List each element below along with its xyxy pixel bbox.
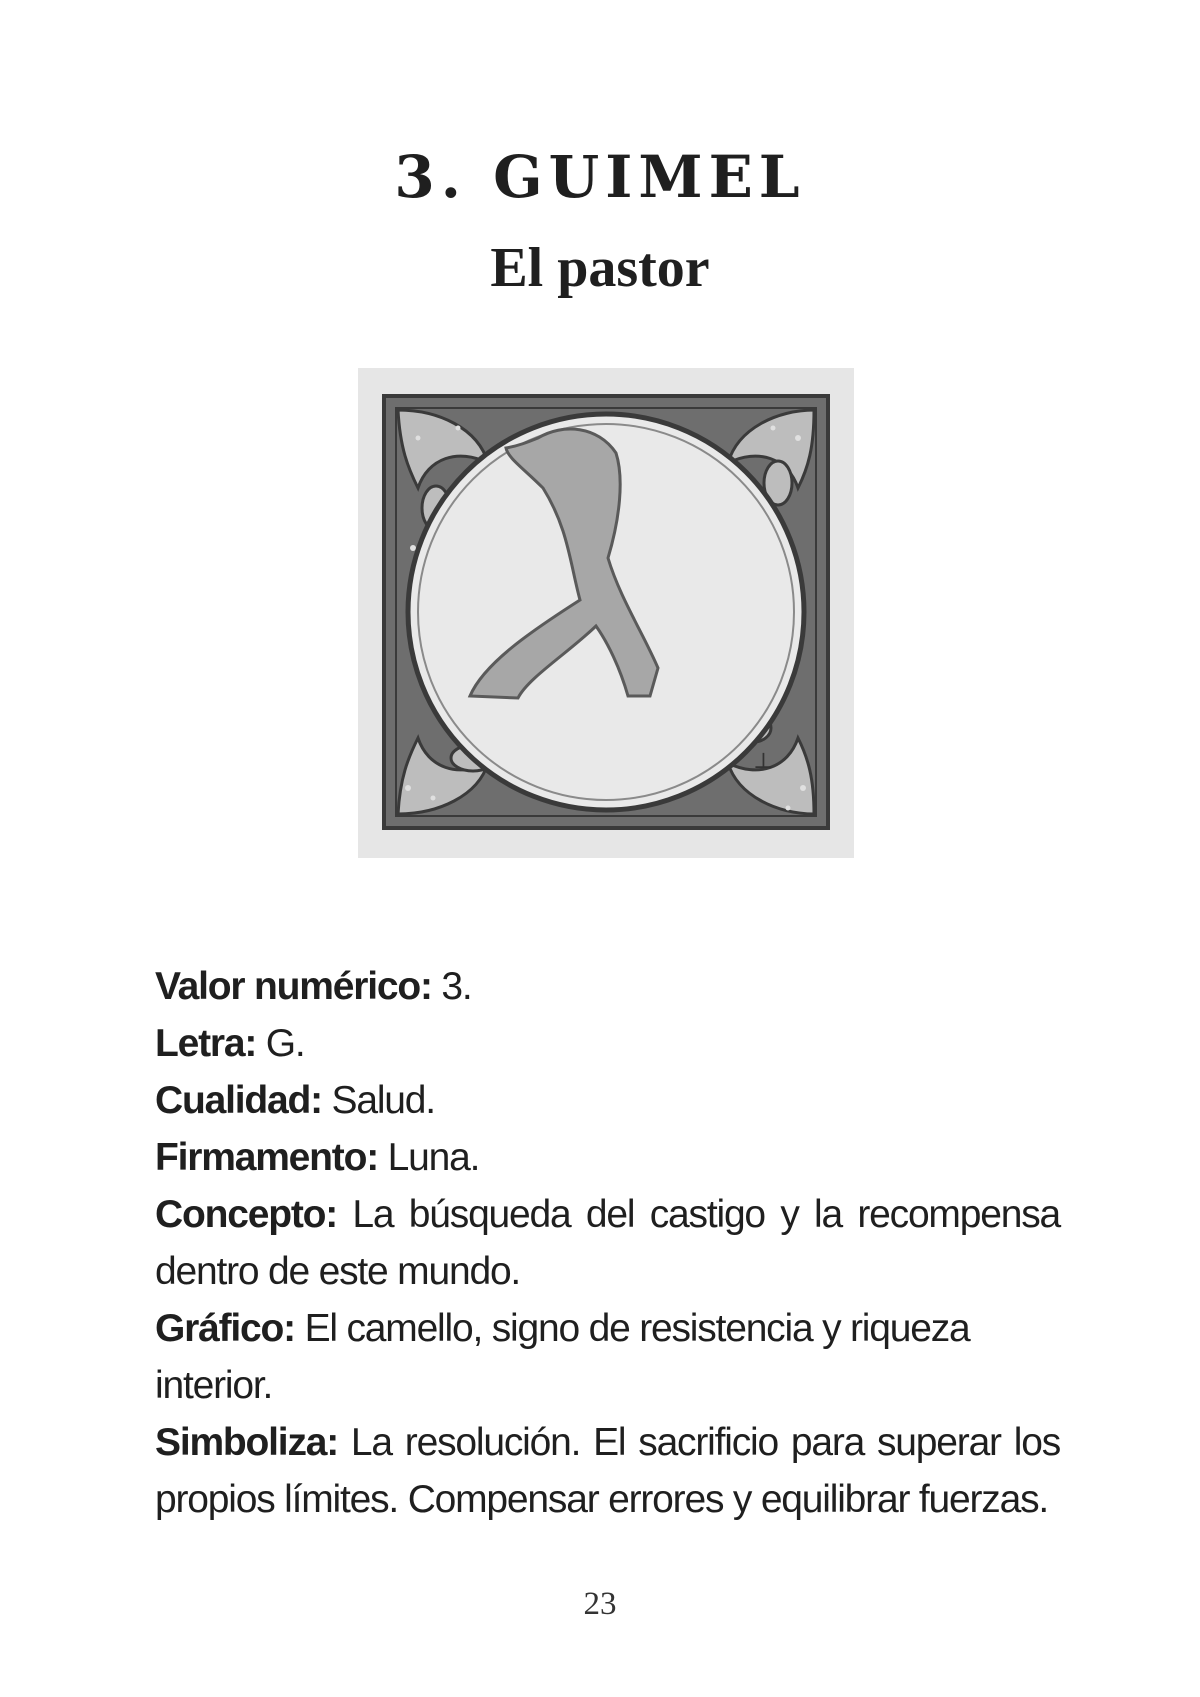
- detail-label: Gráfico:: [155, 1307, 295, 1350]
- detail-value: La resolución. El sacrificio para superar los propios límites. Compensar errores y equilibrar fuerzas.: [155, 1421, 1060, 1521]
- detail-value: Luna.: [378, 1136, 480, 1179]
- detail-value: Salud.: [321, 1079, 435, 1122]
- detail-label: Cualidad:: [155, 1079, 322, 1122]
- detail-label: Concepto:: [155, 1193, 338, 1236]
- page-subtitle: El pastor: [490, 237, 710, 299]
- page-number: 23: [583, 1586, 617, 1622]
- detail-letra: [155, 1015, 1060, 1072]
- detail-concepto: [155, 1186, 1060, 1300]
- page-title: 3. GUIMEL: [394, 143, 806, 211]
- detail-label: Letra:: [155, 1022, 257, 1065]
- detail-value: La búsqueda del castigo y la recompensa dentro de este mundo.: [155, 1193, 1060, 1293]
- detail-label: Firmamento:: [155, 1136, 378, 1179]
- detail-grafico: [155, 1300, 1060, 1414]
- svg-text:⊥: ⊥: [753, 749, 774, 774]
- detail-value: El camello, signo de resistencia y riqueza interior.: [155, 1307, 970, 1407]
- detail-value: G.: [256, 1022, 305, 1065]
- detail-firmamento: [155, 1129, 1060, 1186]
- detail-cualidad: [155, 1072, 1060, 1129]
- letter-details: [155, 958, 1060, 1528]
- detail-value: 3.: [431, 965, 472, 1008]
- detail-label: Simboliza:: [155, 1421, 339, 1464]
- detail-simboliza: [155, 1414, 1060, 1528]
- guimel-letter-illumination-icon: [358, 368, 854, 858]
- detail-valor-numerico: [155, 958, 1060, 1015]
- detail-label: Valor numérico:: [155, 965, 432, 1008]
